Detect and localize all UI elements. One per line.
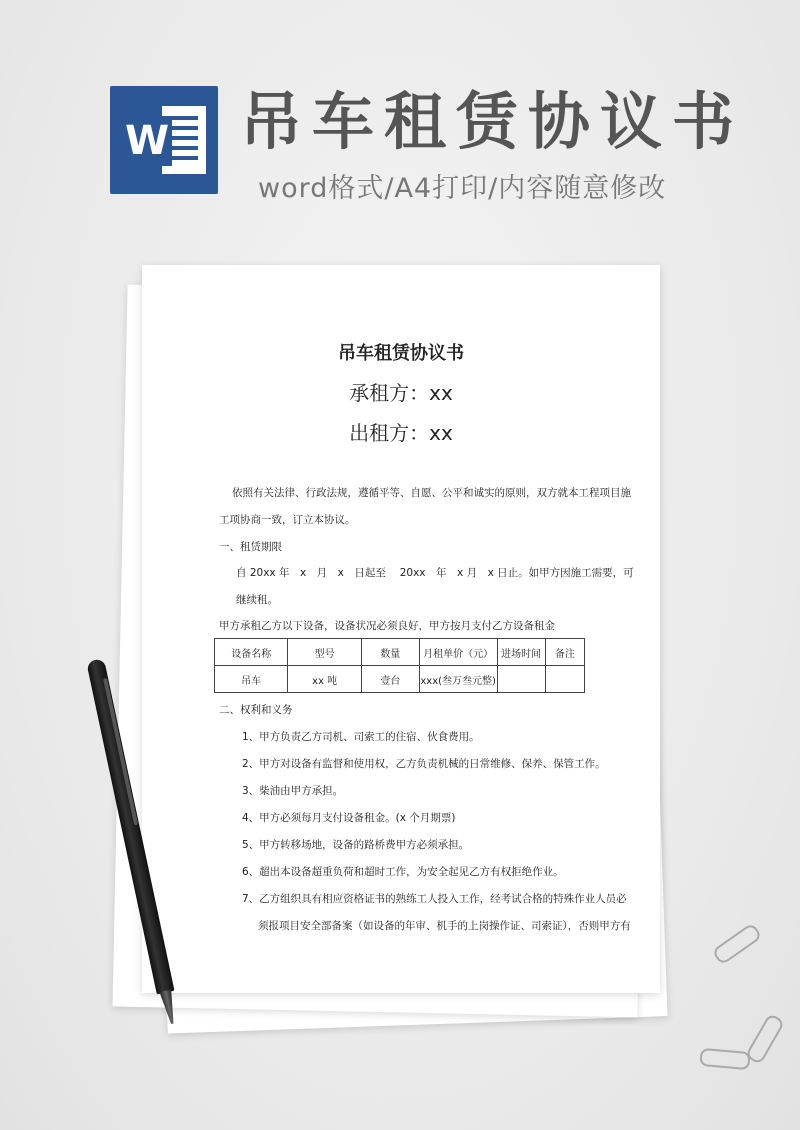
word-logo-icon: W: [110, 86, 218, 194]
list-item: 6、超出本设备超重负荷和超时工作，为安全起见乙方有权拒绝作业。: [242, 866, 564, 878]
intro-text: 工项协商一致，订立本协议。: [219, 514, 356, 526]
list-item-continuation: 须报项目安全部备案（如设备的年审、机手的上岗操作证、司索证），否则甲方有: [258, 920, 631, 932]
paperclip-icon: [745, 1013, 786, 1065]
table-cell: [497, 666, 545, 693]
list-item: 5、甲方转移场地，设备的路桥费甲方必须承担。: [242, 839, 470, 851]
equipment-table: [214, 638, 585, 693]
section-heading: 一、租赁期限: [219, 541, 282, 553]
party-lessee: 承租方：xx: [349, 381, 453, 405]
list-item: 2、甲方对设备有监督和使用权，乙方负责机械的日常维修、保养、保管工作。: [242, 758, 606, 770]
period-text: 继续租。: [236, 594, 278, 606]
list-item: 7、乙方组织具有相应资格证书的熟练工人投入工作，经考试合格的特殊作业人员必: [242, 893, 627, 905]
header-title: 吊车租赁协议书: [240, 85, 745, 158]
table-cell: 吊车: [215, 666, 288, 693]
list-item: 1、甲方负责乙方司机、司索工的住宿、伙食费用。: [242, 731, 480, 743]
table-header-cell: 数量: [361, 639, 419, 666]
table-header-cell: 月租单价（元）: [419, 639, 497, 666]
table-cell: [545, 666, 584, 693]
header-subtitle: word格式/A4打印/内容随意修改: [258, 173, 667, 204]
party-lessor: 出租方：xx: [349, 421, 453, 445]
table-header-cell: 型号: [288, 639, 361, 666]
table-header-cell: 设备名称: [215, 639, 288, 666]
table-header-cell: 备注: [545, 639, 584, 666]
table-cell: xxx(叁万叁元整): [419, 666, 497, 693]
table-cell: 壹台: [361, 666, 419, 693]
paperclip-icon: [699, 1048, 750, 1070]
document-title: 吊车租赁协议书: [338, 343, 464, 364]
document-page: [142, 265, 660, 993]
list-item: 3、柴油由甲方承担。: [242, 785, 344, 797]
table-cell: xx 吨: [288, 666, 361, 693]
intro-text: 依照有关法律、行政法规，遵循平等、自愿、公平和诚实的原则，双方就本工程项目施: [232, 487, 631, 499]
list-item: 4、甲方必须每月支付设备租金。(x 个月期票): [242, 812, 456, 824]
table-header-row: [215, 639, 585, 666]
table-header-cell: 进场时间: [497, 639, 545, 666]
paperclip-icon: [711, 922, 762, 965]
period-text: 自 20xx 年 x 月 x 日起至 20xx 年 x 月 x 日止。如甲方因施工需要，可: [236, 567, 634, 579]
section-heading: 二、权利和义务: [219, 704, 293, 716]
equipment-intro: 甲方承租乙方以下设备，设备状况必须良好，甲方按月支付乙方设备租金: [219, 620, 555, 632]
table-row: [215, 666, 585, 693]
